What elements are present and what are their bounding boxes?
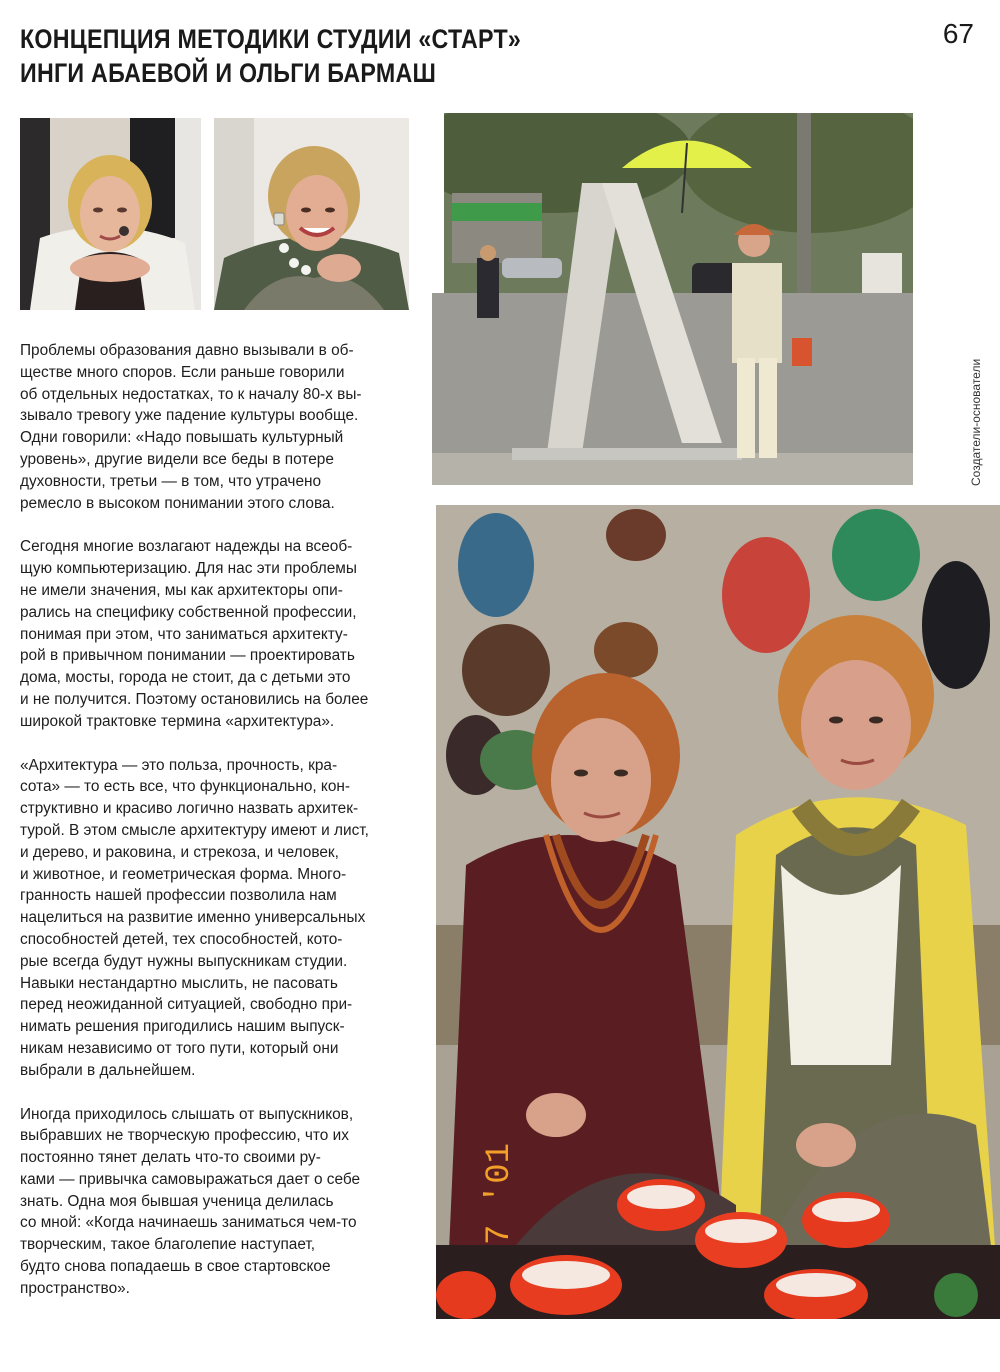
text-line: знать. Одна моя бывшая ученица делилась (20, 1192, 334, 1210)
portrait-photo-2 (214, 118, 409, 310)
text-line: ремесло в высоком понимании этого слова. (20, 494, 335, 512)
text-line: «Архитектура — это польза, прочность, кра- (20, 756, 338, 774)
text-line: рались на специфику собственной профессии, (20, 603, 357, 621)
two-women-photo (436, 505, 1000, 1319)
text-line: Сегодня многие возлагают надежды на всеоб- (20, 538, 353, 556)
text-line: об отдельных недостатках, то к началу 80-х вы- (20, 385, 362, 403)
paragraph-1 (20, 340, 412, 514)
text-line: нимать решения пригодились нашим выпуск- (20, 1018, 345, 1036)
text-line: понимая при этом, что заниматься архитекту- (20, 625, 348, 643)
text-line: турой. В этом смысле архитектуру имеют и лист, (20, 821, 369, 839)
text-line: Проблемы образования давно вызывали в об- (20, 342, 354, 359)
text-line: ществе много споров. Если раньше говорили (20, 363, 345, 381)
text-line: нацелиться на развитие именно универсальных (20, 909, 366, 927)
text-line: зывало тревогу уже падение культуры вообще. (20, 407, 359, 425)
paragraph-3 (20, 755, 412, 1082)
paragraph-2 (20, 536, 412, 732)
text-line: и не получится. Поэтому остановились на более (20, 690, 369, 708)
text-line: рой в привычном понимании — проектировать (20, 647, 355, 665)
text-line: пространство». (20, 1279, 130, 1297)
text-line: не имели значения, мы как архитекторы опи- (20, 581, 343, 599)
text-line: перед неожиданной ситуацией, свободно при- (20, 996, 353, 1014)
text-line: способностей детей, тех способностей, кото- (20, 930, 343, 948)
portrait-photo-1 (20, 118, 201, 310)
text-line: структивно и красиво логично назвать архитек- (20, 800, 359, 818)
text-line: и дерево, и раковина, и стрекоза, и человек, (20, 843, 339, 861)
side-caption: Создатели-основатели (969, 358, 983, 486)
page-title (20, 22, 521, 90)
text-line: никам независимо от того пути, который они (20, 1039, 339, 1057)
text-line: широкой трактовке термина «архитектура». (20, 712, 335, 730)
photo-date-stamp: 7 '01 (481, 1142, 519, 1245)
text-line: духовности, третьи — в том, что утрачено (20, 472, 322, 490)
street-sculpture-photo (432, 113, 913, 485)
text-line: уровень», другие видели все беды в потере (20, 450, 334, 468)
text-line: щую компьютеризацию. Для нас эти проблемы (20, 560, 357, 578)
text-line: творческим, такое благолепие наступает, (20, 1236, 316, 1254)
text-line: Иногда приходилось слышать от выпускников, (20, 1105, 354, 1123)
title-line-1: КОНЦЕПЦИЯ МЕТОДИКИ СТУДИИ «СТАРТ» (20, 24, 522, 54)
text-line: со мной: «Когда начинаешь заниматься чем-то (20, 1214, 357, 1232)
text-line: и животное, и геометрическая форма. Много- (20, 865, 347, 883)
text-line: Навыки нестандартно мыслить, не пасовать (20, 974, 338, 992)
paragraph-4 (20, 1104, 412, 1300)
text-line: выбравших не творческую профессию, что их (20, 1127, 349, 1145)
text-line: выбрали в дальнейшем. (20, 1061, 196, 1079)
text-line: дома, мосты, города не стоит, да с детьми это (20, 669, 351, 687)
title-line-2: ИНГИ АБАЕВОЙ И ОЛЬГИ БАРМАШ (20, 58, 437, 88)
text-line: постоянно тянет делать что-то своими ру- (20, 1149, 321, 1167)
article-body (20, 340, 412, 1322)
text-line: будто снова попадаешь в свое стартовское (20, 1258, 331, 1276)
text-line: гранность нашей профессии позволила нам (20, 887, 337, 905)
text-line: ками — привычка самовыражаться дает о себе (20, 1170, 361, 1188)
text-line: рые всегда будут нужны выпускникам студии. (20, 952, 348, 970)
text-line: сота» — то есть все, что функционально, кон- (20, 778, 351, 796)
text-line: Одни говорили: «Надо повышать культурный (20, 429, 344, 447)
page-number: 67 (942, 18, 974, 49)
